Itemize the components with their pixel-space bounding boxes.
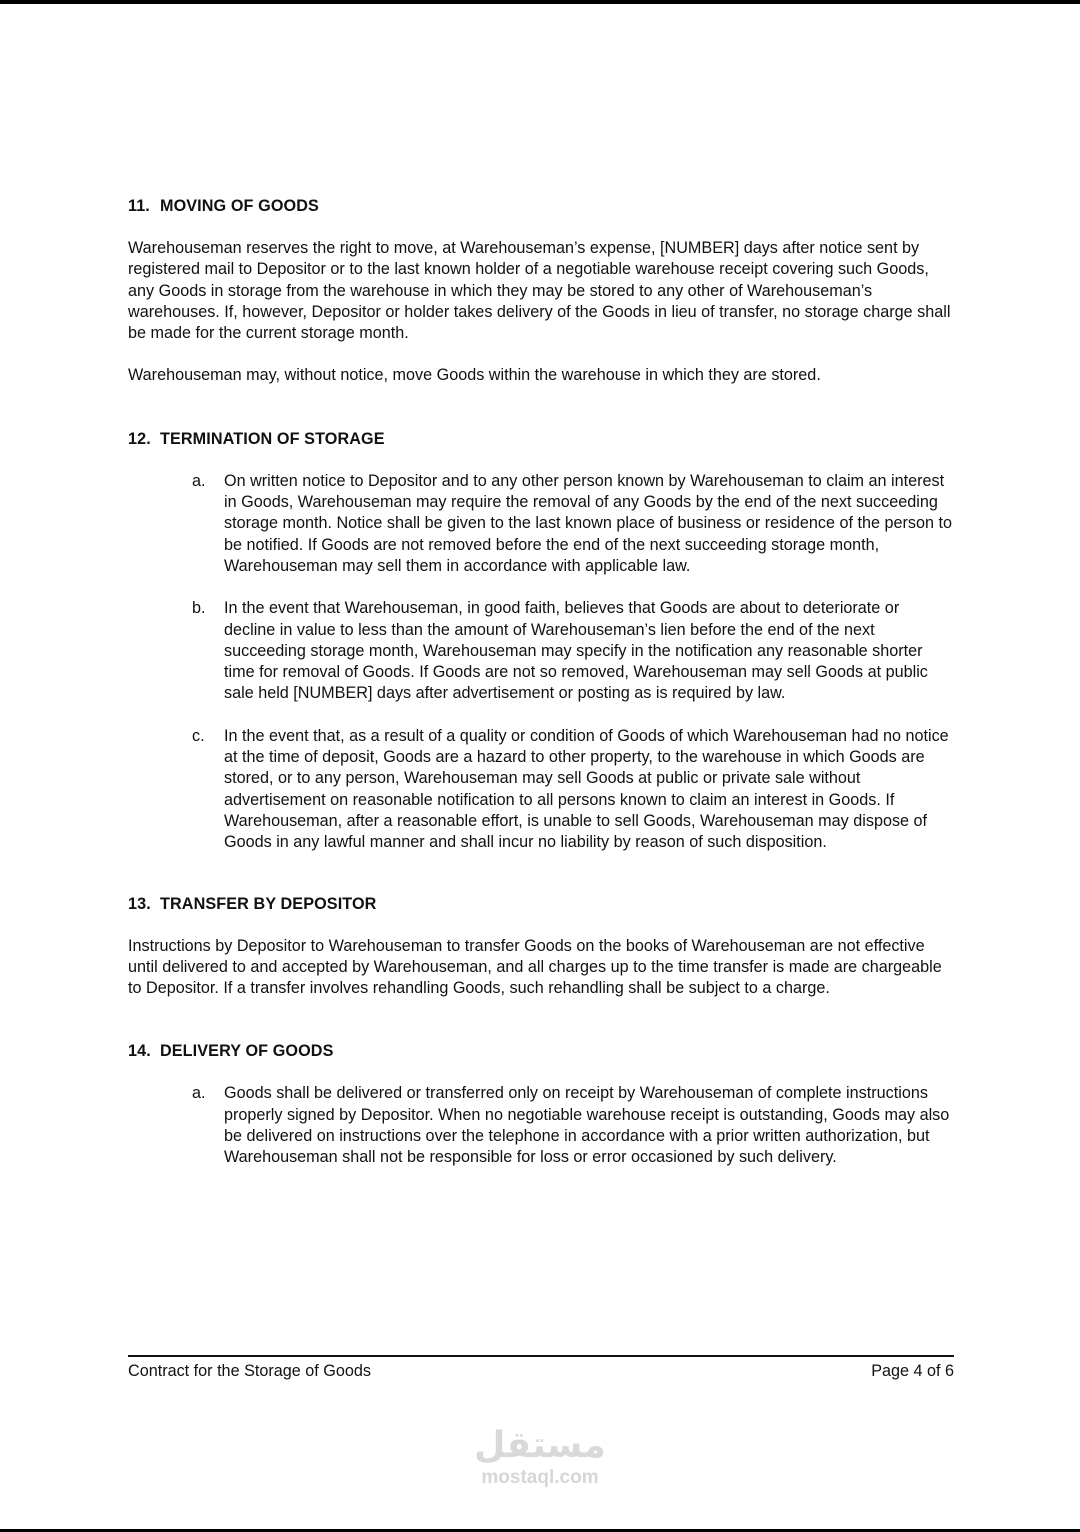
section-number: 14.	[128, 1042, 151, 1061]
footer-document-title: Contract for the Storage of Goods	[128, 1362, 371, 1380]
list-item-text: In the event that Warehouseman, in good faith, believes that Goods are about to deteriorate or decline in value to less than the amount of Warehouseman’s lien before the end of the next succeeding storage month, Warehouseman may specify in the notification any reasonable shorter time for removal of Goods. If Goods are not so removed, Warehouseman may sell Goods at public sale held [NUMBER] days after advertisement or posting as is required by law.	[224, 599, 928, 703]
watermark-url: mostaql.com	[481, 1467, 599, 1488]
watermark-arabic-logo: مستقل	[474, 1425, 606, 1466]
list-item	[128, 598, 954, 704]
section-title: TERMINATION OF STORAGE	[160, 429, 385, 448]
list-marker: a.	[192, 1084, 206, 1103]
section-12-list	[128, 471, 954, 854]
list-marker: b.	[192, 599, 206, 618]
top-border	[0, 0, 1080, 4]
section-14-list	[128, 1083, 954, 1168]
list-item	[128, 1083, 954, 1168]
list-item-text: Goods shall be delivered or transferred only on receipt by Warehouseman of complete instructions properly signed by Depositor. When no negotiable warehouse receipt is outstanding, Goods may also be delivered on instructions over the telephone in accordance with a prior written authorization, but Warehouseman shall not be responsible for loss or error occasioned by such delivery.	[224, 1084, 950, 1167]
section-title: DELIVERY OF GOODS	[160, 1042, 334, 1061]
section-title: MOVING OF GOODS	[160, 197, 319, 215]
section-heading-11	[128, 196, 954, 217]
list-item	[128, 471, 954, 577]
section-heading-14	[128, 1041, 954, 1062]
list-item-text: On written notice to Depositor and to any other person known by Warehouseman to claim an interest in Goods, Warehouseman may require the removal of any Goods by the end of the next succeeding storage month. Notice shall be given to the last known place of business or residence of the person to be notified. If Goods are not removed before the end of the next succeeding storage month, Warehouseman may sell them in accordance with applicable law.	[224, 471, 952, 575]
section-heading-13	[128, 894, 954, 915]
section-13-paragraph-1: Instructions by Depositor to Warehouseman to transfer Goods on the books of Warehouseman are not effective until delivered to and accepted by Warehouseman, and all charges up to the time transfer is made are chargeable to Depositor. If a transfer involves rehandling Goods, such rehandling shall be subject to a charge.	[128, 936, 942, 998]
list-item	[128, 726, 954, 854]
section-title: TRANSFER BY DEPOSITOR	[160, 894, 377, 913]
footer-page-number: Page 4 of 6	[871, 1362, 954, 1380]
section-number: 12.	[128, 429, 151, 448]
section-11-paragraph-1: Warehouseman reserves the right to move, at Warehouseman’s expense, [NUMBER] days after notice sent by registered mail to Depositor or to the last known holder of a negotiable warehouse receipt covering such Goods, any Goods in storage from the warehouse in which they may be stored to any other of Warehouseman’s warehouses. If, however, Depositor or holder takes delivery of the Goods in lieu of transfer, no storage charge shall be made for the current storage month.	[128, 239, 951, 343]
section-number: 11.	[128, 197, 150, 215]
page-footer	[128, 1355, 954, 1382]
section-heading-12	[128, 429, 954, 450]
list-marker: c.	[192, 726, 205, 745]
list-item-text: In the event that, as a result of a quality or condition of Goods of which Warehouseman had no notice at the time of deposit, Goods are a hazard to other property, to the warehouse in which Goods are stored, or to any person, Warehouseman may sell Goods at public or private sale without advertisement on reasonable notification to all persons known to claim an interest in Goods. If Warehouseman, after a reasonable effort, is unable to sell Goods, Warehouseman may dispose of Goods in any lawful manner and shall incur no liability by reason of such disposition.	[224, 726, 949, 852]
list-marker: a.	[192, 471, 206, 490]
section-11-paragraph-2: Warehouseman may, without notice, move Goods within the warehouse in which they are stored.	[128, 366, 821, 385]
document-page	[128, 196, 954, 1169]
mostaql-watermark	[440, 1425, 640, 1489]
section-number: 13.	[128, 894, 151, 913]
